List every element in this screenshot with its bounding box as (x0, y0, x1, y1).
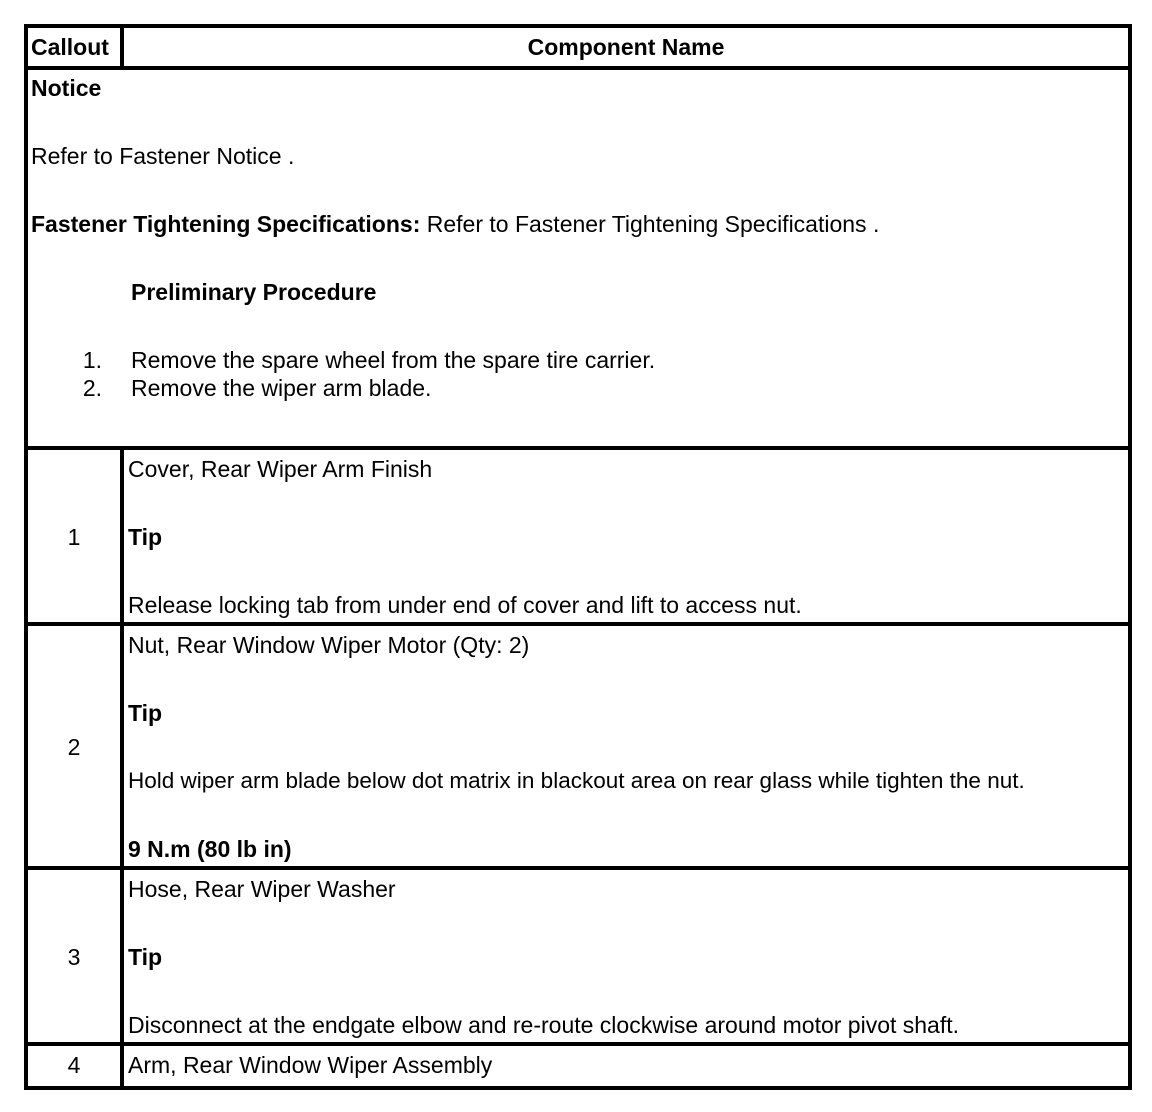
row-3-callout: 3 (67, 944, 81, 970)
row-2-name: Nut, Rear Window Wiper Motor (Qty: 2) (128, 632, 530, 658)
row-2-tip-text: Hold wiper arm blade below dot matrix in blackout area on rear glass while tighten the nut. (128, 768, 1025, 793)
header-divider (28, 66, 1128, 70)
step-1-text: Remove the spare wheel from the spare tire carrier. (131, 347, 656, 373)
row-2-torque: 9 N.m (80 lb in) (128, 836, 292, 862)
row-4-callout: 4 (67, 1052, 81, 1078)
rows-column-divider (120, 446, 124, 1086)
row-1-tip-text: Release locking tab from under end of cover and lift to access nut. (128, 592, 802, 618)
row-3-tip-text: Disconnect at the endgate elbow and re-route clockwise around motor pivot shaft. (128, 1012, 960, 1038)
fastener-spec-label: Fastener Tightening Specifications: (31, 211, 421, 237)
notice-divider (28, 446, 1128, 450)
row-3-tip-label: Tip (128, 944, 163, 970)
row-3-name: Hose, Rear Wiper Washer (128, 876, 396, 902)
row-3-divider (28, 1042, 1128, 1046)
header-callout: Callout (31, 34, 109, 60)
row-1-callout: 1 (67, 524, 81, 550)
step-1-number: 1. (82, 347, 102, 373)
header-component-name: Component Name (527, 34, 725, 60)
row-1-tip-label: Tip (128, 524, 163, 550)
notice-refer-text: Refer to Fastener Notice . (31, 143, 295, 169)
row-2-tip-label: Tip (128, 700, 163, 726)
row-4-name: Arm, Rear Window Wiper Assembly (128, 1052, 493, 1078)
step-2-text: Remove the wiper arm blade. (131, 375, 432, 401)
row-1-divider (28, 622, 1128, 626)
preliminary-procedure-title: Preliminary Procedure (131, 279, 377, 305)
fastener-spec-text: Refer to Fastener Tightening Specifications . (420, 211, 880, 237)
step-2-number: 2. (82, 375, 102, 401)
fastener-spec-line (31, 210, 879, 238)
row-2-callout: 2 (67, 734, 81, 760)
row-1-name: Cover, Rear Wiper Arm Finish (128, 456, 433, 482)
notice-title: Notice (31, 75, 102, 101)
row-2-divider (28, 866, 1128, 870)
component-table (24, 24, 1132, 1090)
